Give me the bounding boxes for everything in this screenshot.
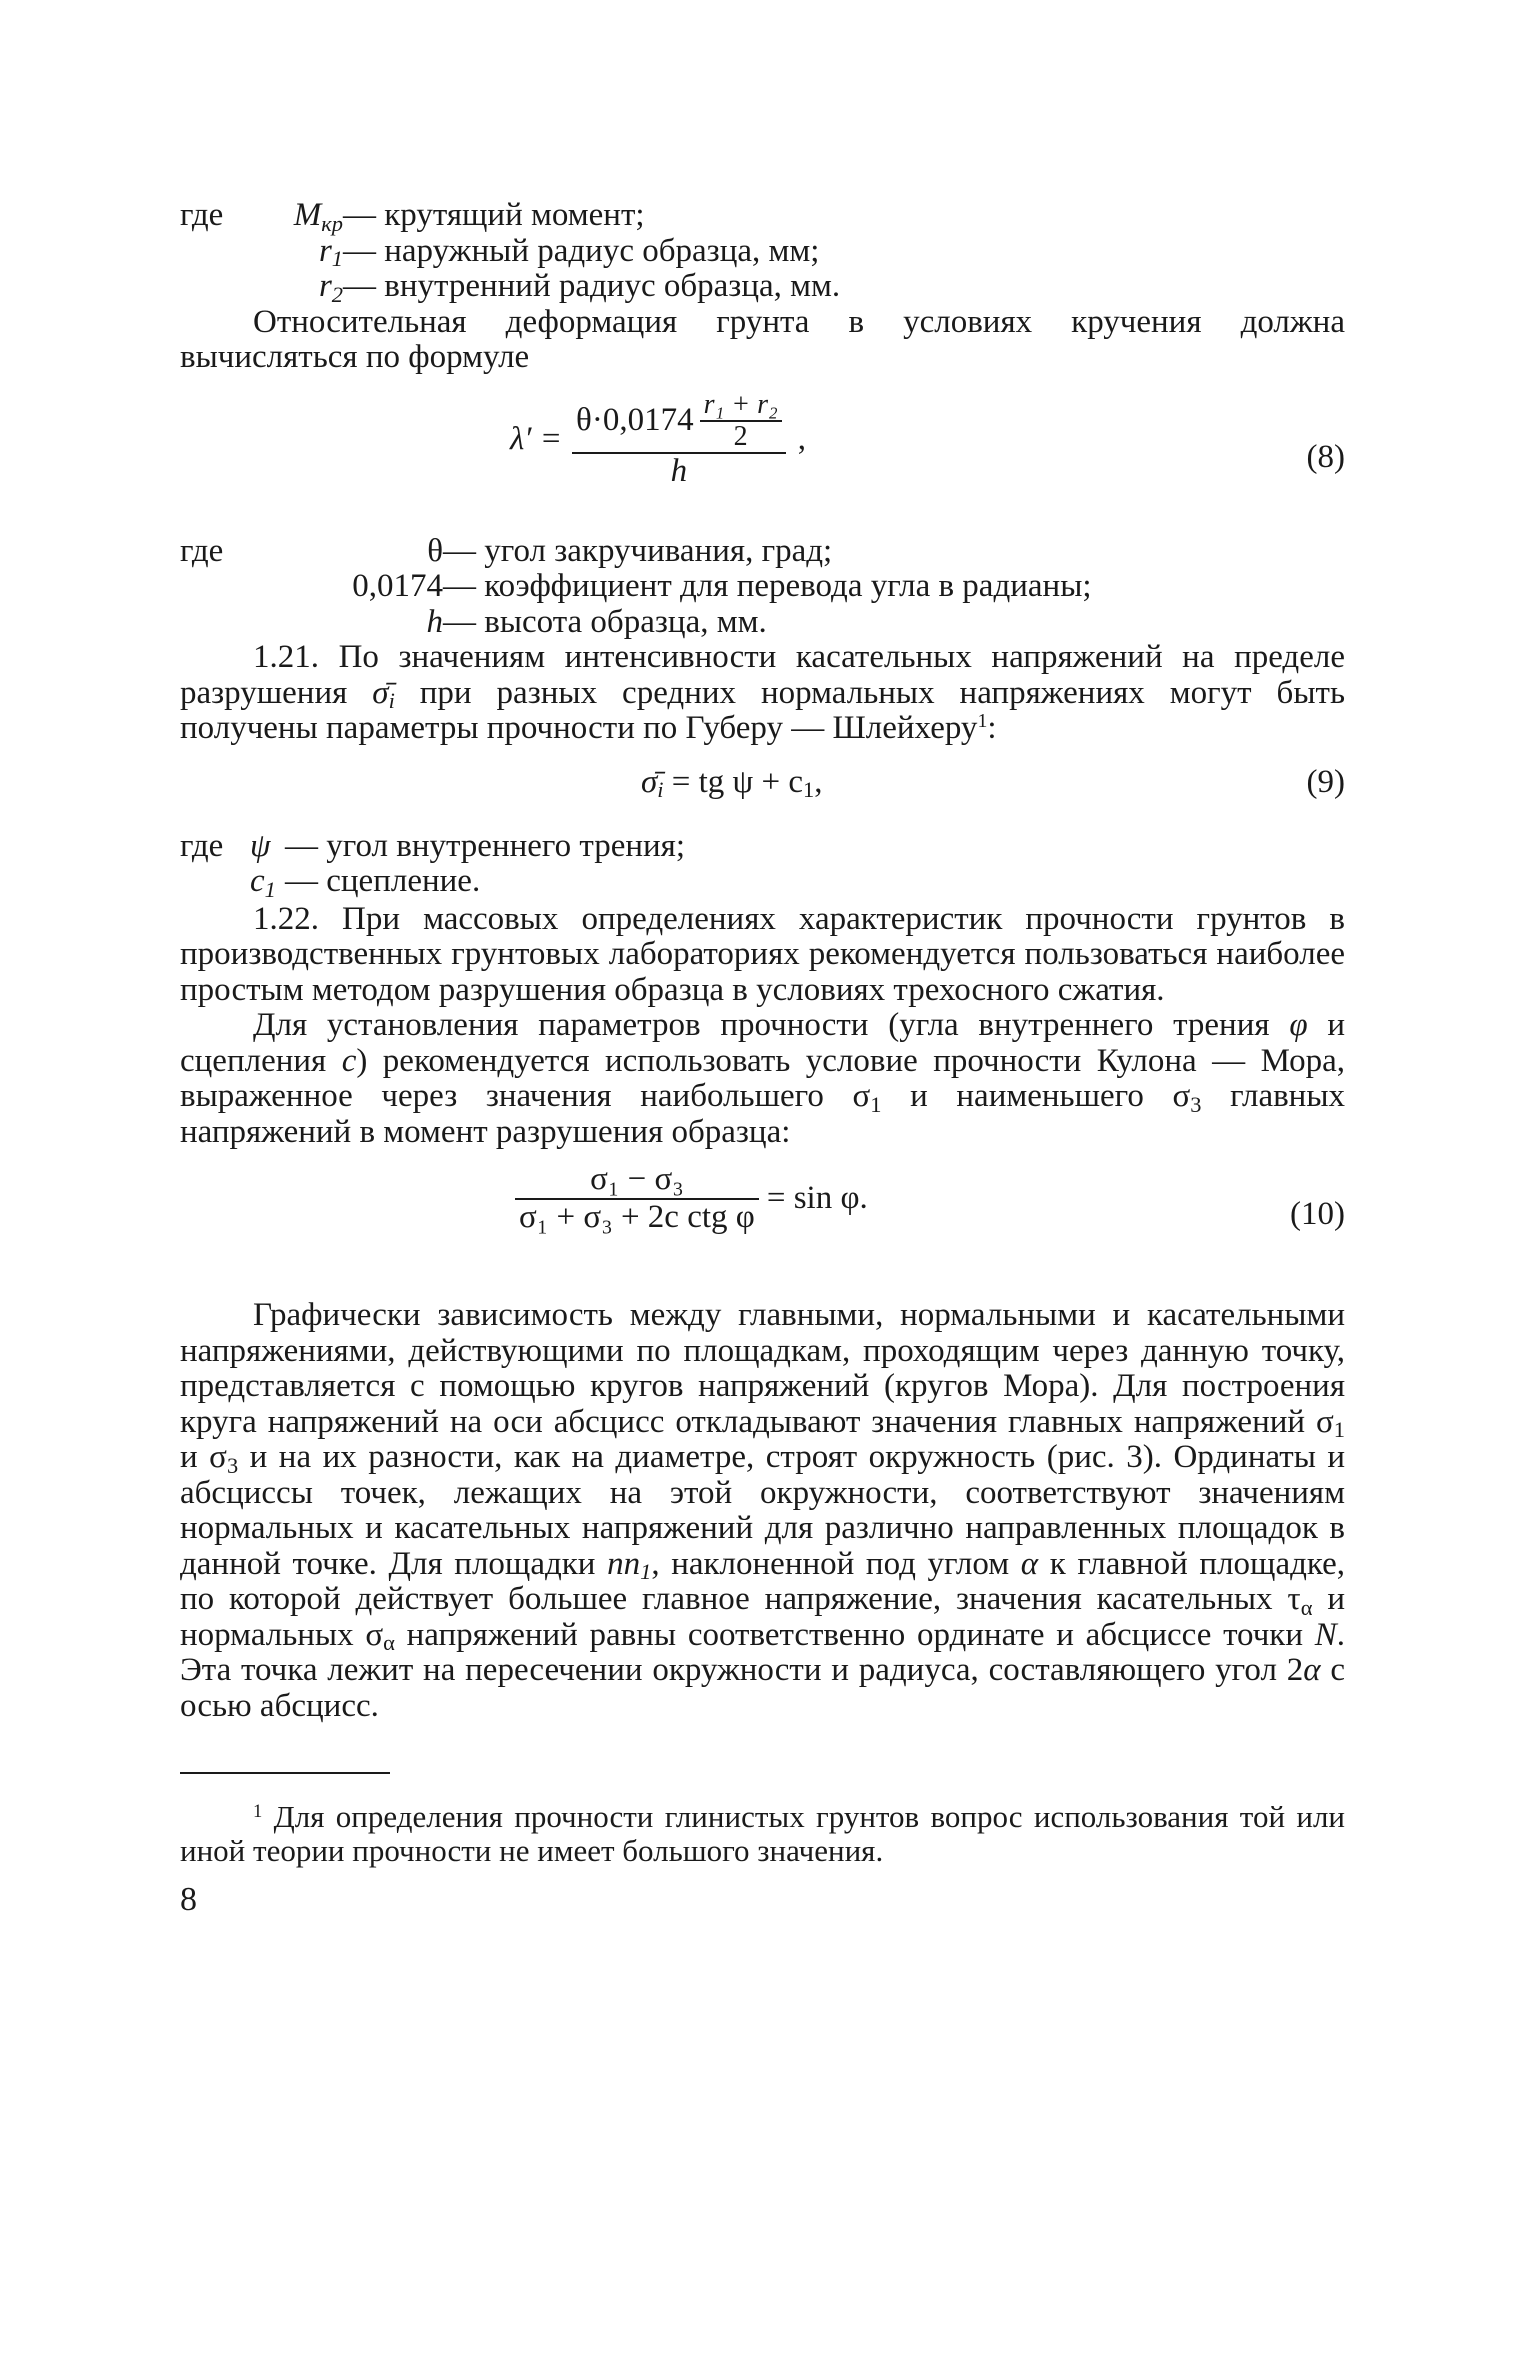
eq8-label: (8) [1306, 438, 1345, 475]
def-text-r1: — наружный радиус образца, мм; [343, 232, 820, 269]
eq10-num: σ₁ − σ₃ [590, 1161, 684, 1197]
eq8-inner-den: 2 [733, 420, 748, 452]
paragraph-1-21: 1.21. По значениям интенсивности касательных напряжений на пределе разрушения $\sigmā_i$ при разных средних нормальных напряжениях могут быть получены параметры прочности по Губеру — Шлейхеру$^1$: [180, 639, 1345, 746]
section-number-1-22: 1.22. [253, 900, 319, 937]
page-number: 8 [180, 1881, 197, 1918]
eq10-fraction [515, 1162, 759, 1235]
equation-9 [180, 765, 1345, 829]
def-symbol-theta: θ [427, 532, 443, 569]
paragraph-1-22-text: При массовых определениях характеристик прочности грунтов в производственных грунтовых лабораториях рекомендуется пользоваться наиболее простым методом разрушения образца в условиях трехосного сжатия. [180, 900, 1345, 1008]
def-text-psi: — угол внутреннего трения; [285, 827, 686, 864]
paragraph-1-21-text-a: По значениям интенсивности касательных напряжений на пределе разрушения [180, 639, 1345, 711]
def-symbol-mkr: $M_{кр}$ [293, 197, 343, 236]
def-symbol-coef: 0,0174 [352, 568, 443, 604]
eq9-expression: $\sigmā_i$ = tg $\psi + c_1$, [641, 763, 823, 803]
equation-8 [180, 390, 1345, 528]
page-body [180, 198, 1345, 1918]
def-symbol-c1: $c_1$ [250, 863, 276, 902]
eq8-inner-num: r₁ + r₂ [703, 388, 778, 420]
def-symbol-h: h [426, 603, 443, 640]
def-text-h: — высота образца, мм. [443, 603, 767, 640]
footnote-mark: 1 [253, 1800, 263, 1822]
eq8-den: h [670, 452, 688, 489]
where-label: где [180, 197, 224, 233]
paragraph-1-21-text-b: при разных средних нормальных напряжениях могут быть получены параметры прочности по Губеру — Шлейхеру [180, 674, 1345, 746]
def-text-c1: — сцепление. [285, 863, 481, 899]
footnote-divider [180, 1772, 390, 1774]
footnote-text: Для определения прочности глинистых грунтов вопрос использования той или иной теории прочности не имеет большого значения. [180, 1799, 1345, 1868]
eq8-trail: , [797, 420, 806, 457]
def-text-r2: — внутренний радиус образца, мм. [343, 268, 841, 304]
definitions-friction [180, 829, 1345, 900]
def-text-coef: — коэффициент для перевода угла в радианы; [443, 568, 1092, 604]
footnote-ref: 1 [977, 710, 988, 733]
def-text-theta: — угол закручивания, град; [443, 532, 833, 569]
eq8-fraction [572, 390, 786, 490]
paragraph-1-22 [180, 902, 1345, 1009]
eq10-den: σ₁ + σ₃ + 2c ctg φ [519, 1198, 755, 1235]
eq8-lhs: λ′ = [510, 420, 563, 457]
definitions-twist [180, 534, 1345, 641]
sigma-i-symbol: $\sigmā_i$ [372, 674, 395, 714]
def-text-mkr: — крутящий момент; [343, 197, 645, 233]
paragraph-mohr-circles: Графически зависимость между главными, нормальными и касательными напряжениями, действующими по площадкам, проходящим через данную точку, представляется с помощью кругов напряжений (кругов Мора). Для построения круга напряжений на оси абсцисс откладывают значения главных напряжений $\sigma_1$ и $\sigma_3$ и на их разности, как на диаметре, строят окружность (рис. 3). Ординаты и абсциссы точек, лежащих на этой окружности, соответствуют значениям нормальных и касательных напряжений для различно направленных площадок в данной точке. Для площадки $nn_1$, наклоненной под углом α к главной площадке, по которой действует большее главное напряжение, значения касательных $\tau_\alpha$ и нормальных $\sigma_\alpha$ напряжений равны соответственно ординате и абсциссе точки N. Эта точка лежит на пересечении окружности и радиуса, составляющего угол 2α с осью абсцисс. [180, 1297, 1346, 1724]
eq10-label: (10) [1290, 1196, 1345, 1232]
eq10-rhs: = sin φ. [766, 1179, 868, 1216]
paragraph-deformation: Относительная деформация грунта в условиях кручения должна вычисляться по формуле [180, 303, 1345, 375]
def-symbol-r1: $r_1$ [318, 232, 343, 272]
where-label-3: где [180, 827, 224, 864]
definitions-torque [180, 198, 1345, 305]
footnote [180, 1800, 1345, 1868]
def-symbol-r2: $r_2$ [318, 268, 343, 307]
def-symbol-psi: ψ [250, 827, 271, 864]
where-label-2: где [180, 532, 224, 569]
section-number-1-21: 1.21. [253, 639, 319, 675]
eq8-num-prefix: θ·0,0174 [576, 401, 694, 438]
paragraph-coulomb-mohr: Для установления параметров прочности (угла внутреннего трения φ и сцепления с) рекомендуется использовать условие прочности Кулона — Мора, выраженное через значения наибольшего $\sigma_1$ и наименьшего $\sigma_3$ главных напряжений в момент разрушения образца: [180, 1007, 1346, 1150]
eq9-label: (9) [1306, 763, 1345, 800]
equation-10 [180, 1162, 1345, 1274]
